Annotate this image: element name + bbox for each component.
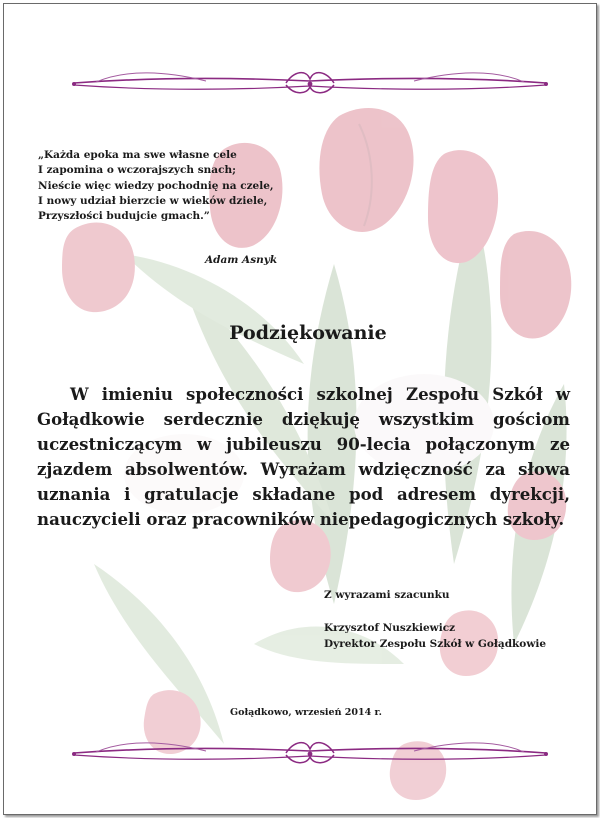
signer-name: Krzysztof Nuszkiewicz xyxy=(324,622,456,634)
quote-line: „Każda epoka ma swe własne cele xyxy=(38,149,237,161)
thank-you-letter xyxy=(3,3,597,815)
letter-title: Podziękowanie xyxy=(229,322,387,344)
quote-line: I zapomina o wczorajszych snach; xyxy=(38,164,236,177)
epigraph-quote xyxy=(38,148,274,224)
closing-regards: Z wyrazami szacunku xyxy=(324,589,450,601)
quote-line: Nieście więc wiedzy pochodnię na czele, xyxy=(38,179,274,192)
quote-line: Przyszłości budujcie gmach.” xyxy=(38,210,210,223)
quote-author: Adam Asnyk xyxy=(205,254,278,266)
top-decorative-flourish xyxy=(66,67,554,97)
quote-line: I nowy udział bierzcie w wieków dziele, xyxy=(38,194,268,207)
bottom-decorative-flourish xyxy=(66,737,554,767)
signer-title: Dyrektor Zespołu Szkół w Gołądkowie xyxy=(324,638,547,650)
place-and-date: Gołądkowo, wrzesień 2014 r. xyxy=(230,707,382,718)
letter-body: W imieniu społeczności szkolnej Zespołu Szkół w Gołądkowie serdecznie dziękuję wszystkim gościom uczestniczącym w jubileuszu 90-lecia połączonym ze zjazdem absolwentów. Wyrażam wdzięczność za słowa uznania i gratulacje składane pod adresem dyrekcji, nauczycieli oraz pracowników niepedagogicznych szkoły. xyxy=(37,384,570,529)
